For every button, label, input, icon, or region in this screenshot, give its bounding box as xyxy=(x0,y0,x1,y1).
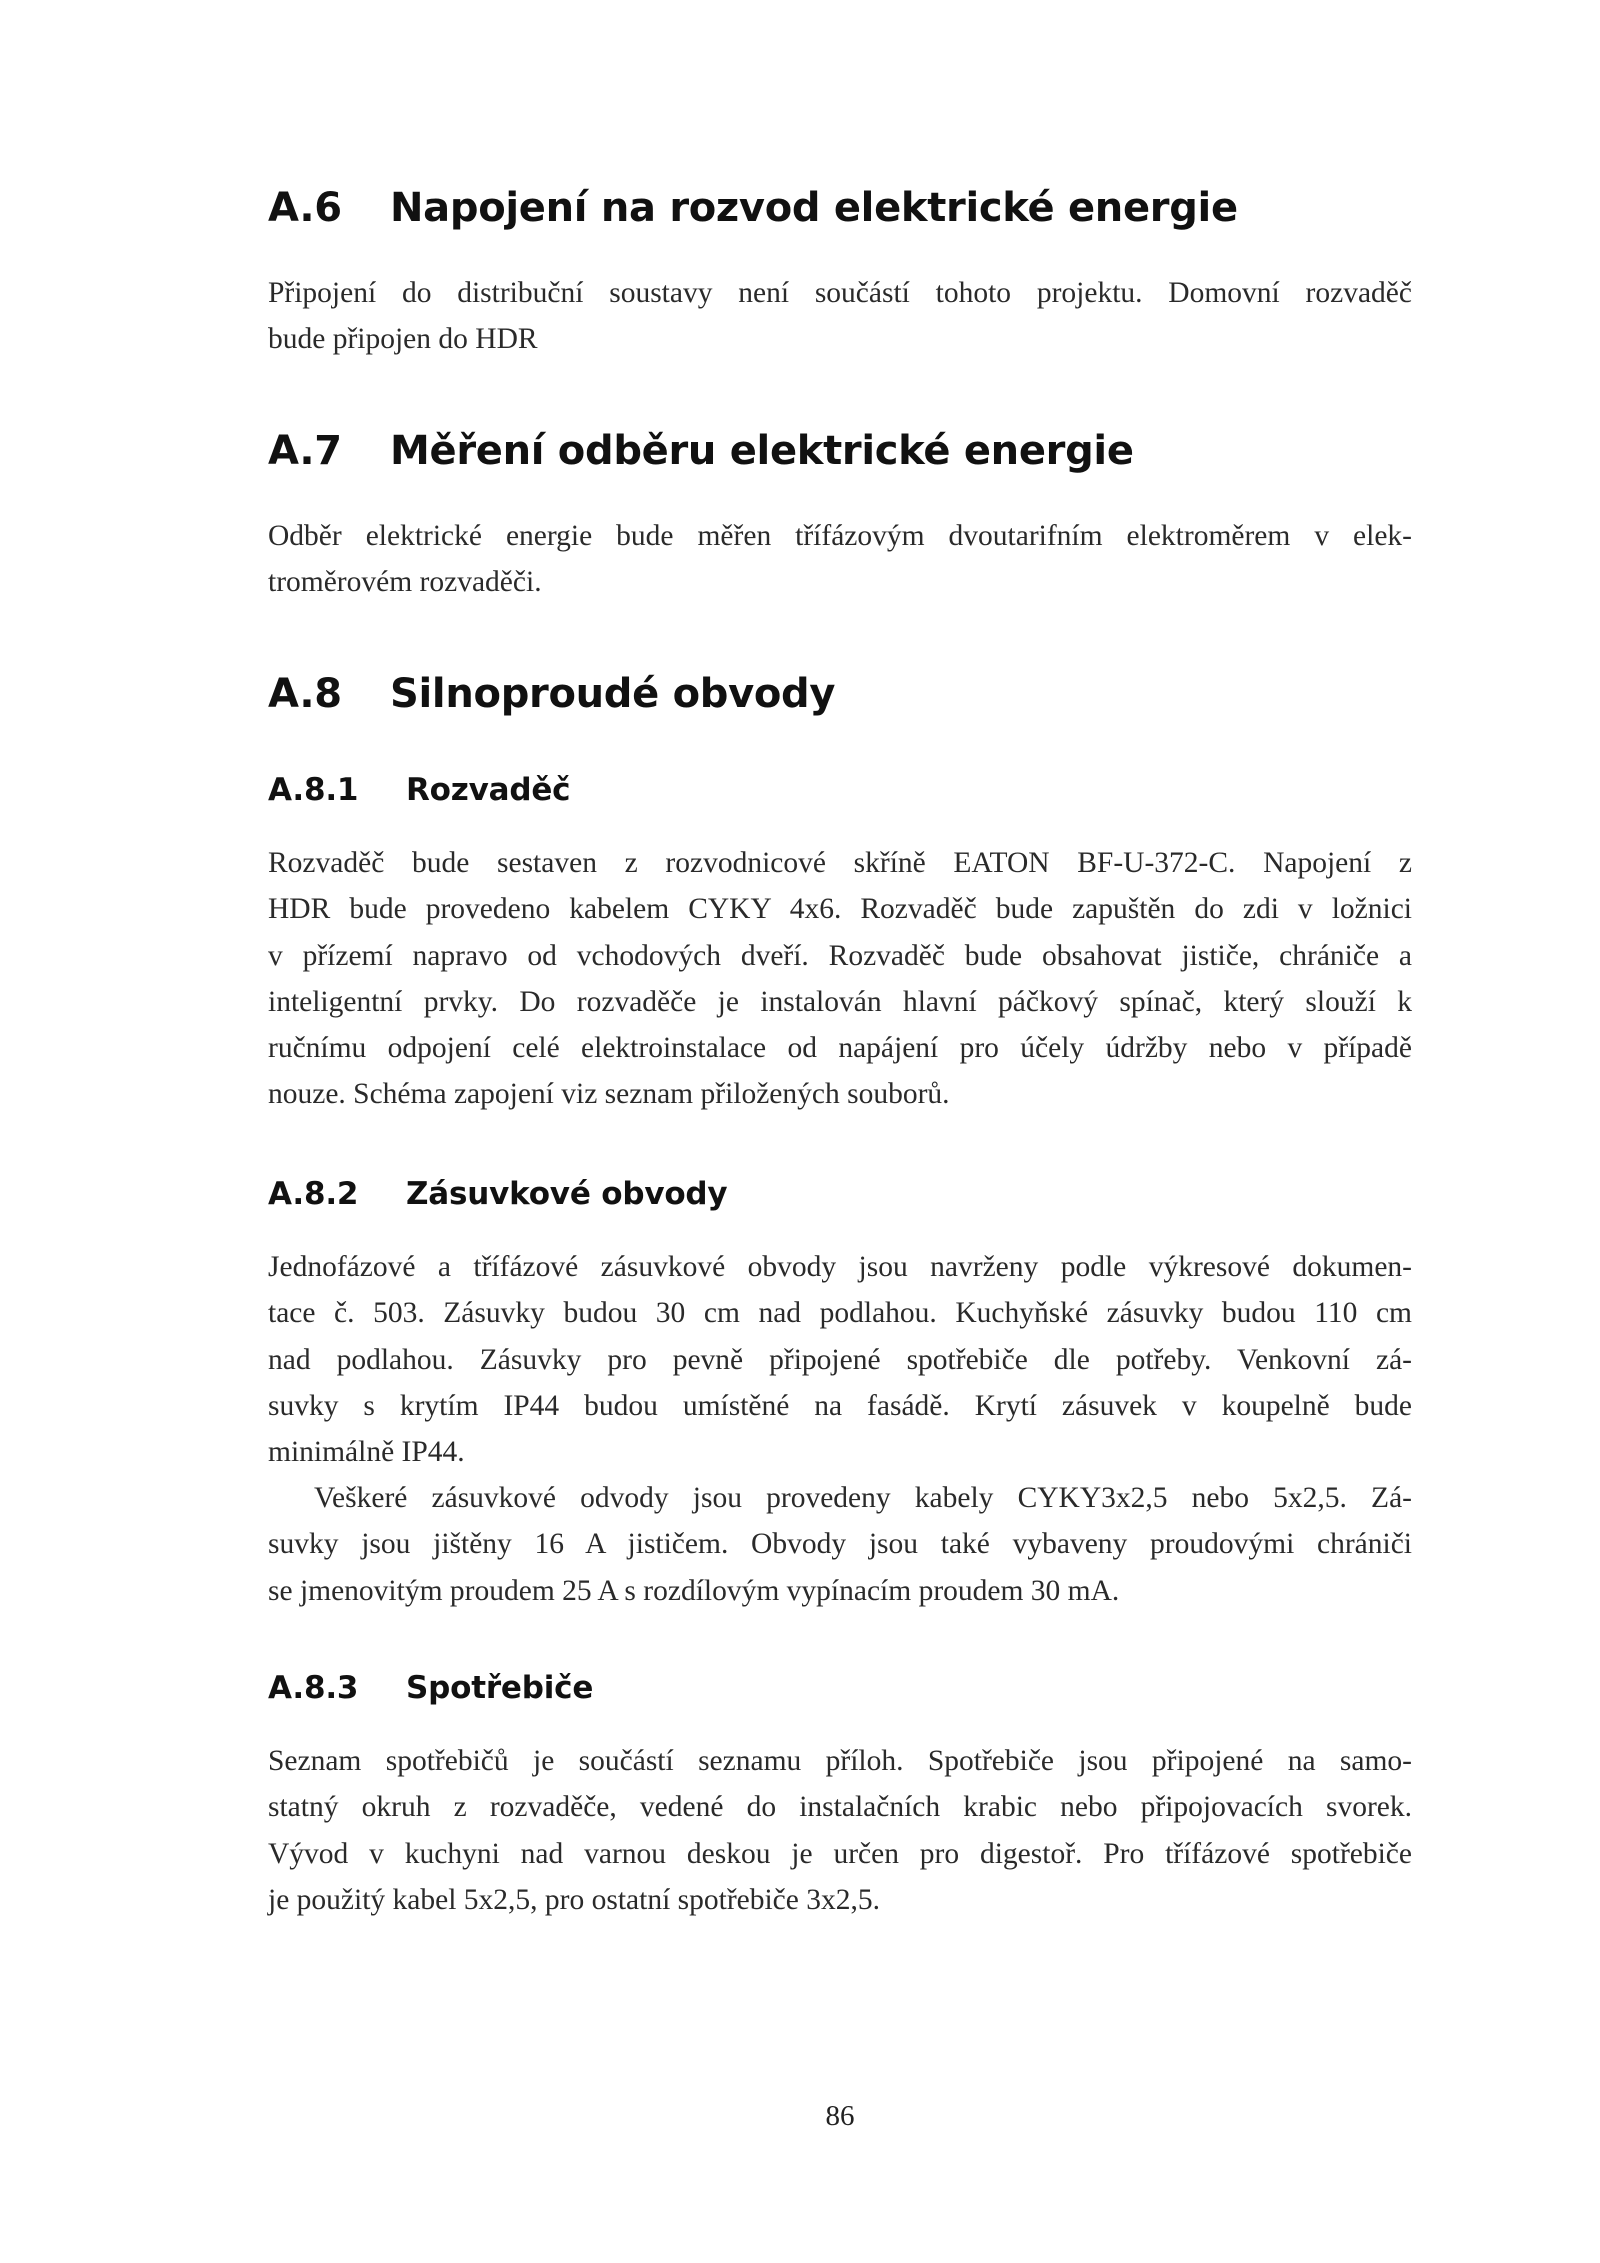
text-line: Vývod v kuchyni nad varnou deskou je určen pro digestoř. Pro třífázové spotřebiče xyxy=(268,1837,1412,1870)
paragraph-a8-3 xyxy=(268,1738,1412,1923)
text-line: bude připojen do HDR xyxy=(268,323,538,356)
text-line: ručnímu odpojení celé elektroinstalace od napájení pro účely údržby nebo v případě xyxy=(268,1032,1412,1065)
paragraph-a6 xyxy=(268,270,1412,363)
section-title: Napojení na rozvod elektrické energie xyxy=(390,185,1238,231)
text-line: inteligentní prvky. Do rozvaděče je instalován hlavní páčkový spínač, který slouží k xyxy=(268,985,1412,1018)
subsection-title: Spotřebiče xyxy=(406,1670,594,1706)
text-line: suvky s krytím IP44 budou umístěné na fasádě. Krytí zásuvek v koupelně bude xyxy=(268,1389,1412,1422)
text-line: se jmenovitým proudem 25 A s rozdílovým vypínacím proudem 30 mA. xyxy=(268,1574,1120,1607)
text-line: Seznam spotřebičů je součástí seznamu příloh. Spotřebiče jsou připojené na samo- xyxy=(268,1745,1412,1777)
text-line: Připojení do distribuční soustavy není součástí tohoto projektu. Domovní rozvaděč xyxy=(268,277,1412,309)
section-number: A.6 xyxy=(268,185,342,231)
subsection-number: A.8.2 xyxy=(268,1176,359,1212)
text-line: Veškeré zásuvkové odvody jsou provedeny kabely CYKY3x2,5 nebo 5x2,5. Zá- xyxy=(314,1482,1412,1514)
subsection-title: Zásuvkové obvody xyxy=(406,1176,728,1212)
text-line: HDR bude provedeno kabelem CYKY 4x6. Rozvaděč bude zapuštěn do zdi v ložnici xyxy=(268,893,1412,926)
text-line: tace č. 503. Zásuvky budou 30 cm nad podlahou. Kuchyňské zásuvky budou 110 cm xyxy=(268,1297,1412,1330)
text-line: nad podlahou. Zásuvky pro pevně připojené spotřebiče dle potřeby. Venkovní zá- xyxy=(268,1343,1412,1376)
text-line: Jednofázové a třífázové zásuvkové obvody jsou navrženy podle výkresové dokumen- xyxy=(268,1251,1412,1283)
subsection-number: A.8.3 xyxy=(268,1670,359,1706)
section-number: A.8 xyxy=(268,671,342,717)
section-heading-a8 xyxy=(268,670,835,718)
subsection-number: A.8.1 xyxy=(268,772,359,808)
text-line: nouze. Schéma zapojení viz seznam přiložených souborů. xyxy=(268,1078,950,1111)
text-line: Odběr elektrické energie bude měřen třífázovým dvoutarifním elektroměrem v elek- xyxy=(268,520,1412,552)
paragraph-a8-1 xyxy=(268,840,1412,1118)
section-number: A.7 xyxy=(268,428,342,474)
paragraph-a8-2-second xyxy=(268,1475,1412,1614)
paragraph-a7 xyxy=(268,513,1412,606)
subsection-heading-a8-2 xyxy=(268,1174,727,1214)
section-title: Silnoproudé obvody xyxy=(390,671,836,717)
text-line: statný okruh z rozvaděče, vedené do instalačních krabic nebo připojovacích svorek. xyxy=(268,1791,1412,1824)
text-line: minimálně IP44. xyxy=(268,1436,465,1469)
text-line: je použitý kabel 5x2,5, pro ostatní spotřebiče 3x2,5. xyxy=(268,1883,880,1916)
subsection-heading-a8-1 xyxy=(268,770,570,810)
text-line: suvky jsou jištěny 16 A jističem. Obvody jsou také vybaveny proudovými chrániči xyxy=(268,1528,1412,1561)
subsection-title: Rozvaděč xyxy=(406,772,571,808)
text-line: v přízemí napravo od vchodových dveří. Rozvaděč bude obsahovat jističe, chrániče a xyxy=(268,939,1412,972)
page-number: 86 xyxy=(825,2100,855,2132)
text-line: Rozvaděč bude sestaven z rozvodnicové skříně EATON BF-U-372-C. Napojení z xyxy=(268,847,1412,879)
section-title: Měření odběru elektrické energie xyxy=(390,428,1134,474)
section-heading-a7 xyxy=(268,427,1134,475)
paragraph-a8-2-first xyxy=(268,1244,1412,1475)
text-line: troměrovém rozvaděči. xyxy=(268,566,542,599)
section-heading-a6 xyxy=(268,184,1238,232)
subsection-heading-a8-3 xyxy=(268,1668,593,1708)
